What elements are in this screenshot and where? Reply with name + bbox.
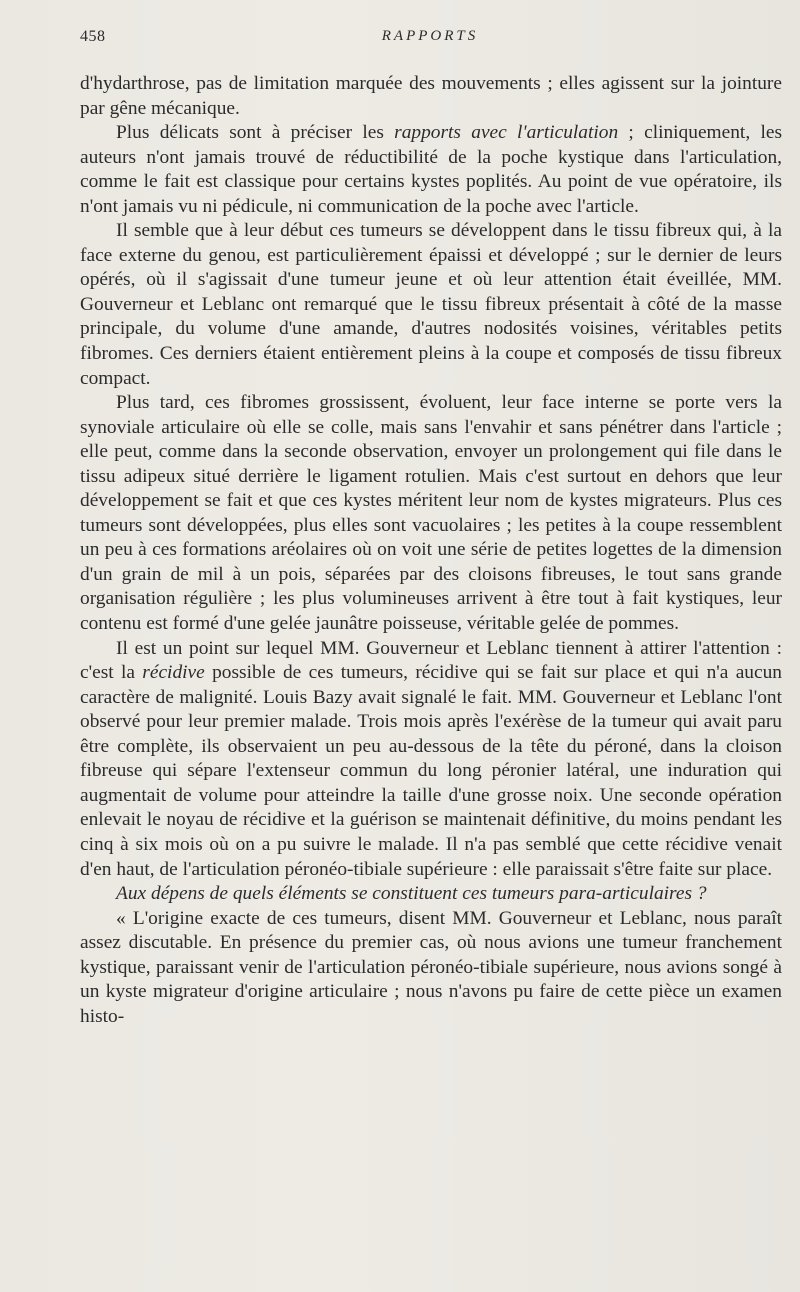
paragraph-rapports-end: ; cliniquement, les auteurs n'ont jamais trouvé de réductibilité de la poche kystique dans l'articulation, comme le fait est classique pour certains kystes poplités. Au point de vue opératoire, ils n'ont jamais vu ni pédicule, ni communication de la poche avec l'article. xyxy=(80,122,782,217)
page-header xyxy=(80,28,780,52)
paragraph-recidive-end: possible de ces tumeurs, récidive qui se fait sur place et qui n'a aucun caractère de malignité. Louis Bazy avait signalé le fait. MM. Gouverneur et Leblanc l'ont observé pour leur premier malade. Trois mois après l'exérèse de la tumeur qui avait paru être complète, ils observaient un peu au-dessous de la tête du péroné, dans la cloison fibreuse qui sépare l'extenseur commun du long péronier latéral, une induration qui augmentait de volume pour atteindre la taille d'une grosse noix. Une seconde opération enlevait le noyau de récidive et la guérison se maintenait définitive, du moins pendant les cinq à six mois où on a pu suivre le malade. Il n'a pas semblé que cette récidive venait d'en haut, de l'articulation péronéo-tibiale supérieure : elle paraissait s'être faite sur place. xyxy=(80,662,782,880)
question-heading: Aux dépens de quels éléments se constituent ces tumeurs para-articulaires ? xyxy=(116,883,707,905)
paragraph-rapports-start: Plus délicats sont à préciser les xyxy=(116,122,395,144)
page-number: 458 xyxy=(80,28,106,45)
paragraph-hydarthrose: d'hydarthrose, pas de limitation marquée des mouvements ; elles agissent sur la jointure par gêne mécanique. xyxy=(80,73,782,119)
paragraph-quotation: « L'origine exacte de ces tumeurs, disent MM. Gouverneur et Leblanc, nous paraît assez discutable. En présence du premier cas, où nous avions une tumeur franchement kystique, paraissant venir de l'articulation péronéo-tibiale supérieure, nous avions songé à un kyste migrateur d'origine articulaire ; nous n'avons pu faire de cette pièce un examen histo- xyxy=(80,907,782,1027)
paragraph-recidive xyxy=(80,637,782,882)
paragraph-recidive-start: Il est un point sur lequel MM. Gouverneur et Leblanc tiennent à attirer l'attention : c'est la xyxy=(80,637,782,684)
paragraph-debut-tumeurs: Il semble que à leur début ces tumeurs se développent dans le tissu fibreux qui, à la face externe du genou, est particulièrement épaissi et développé ; sur le dernier de leurs opérés, où il s'agissait d'une tumeur jeune et où leur attention était éveillée, MM. Gouverneur et Leblanc ont remarqué que le tissu fibreux présentait à côté de la masse principale, du volume d'une amande, d'autres nodosités voisines, véritables petits fibromes. Ces derniers étaient entièrement pleins à la coupe et composés de tissu fibreux compact. xyxy=(80,220,782,389)
body-text xyxy=(80,72,782,1029)
rapports-italic-term: rapports avec l'articulation xyxy=(394,122,619,144)
paragraph-fibromes: Plus tard, ces fibromes grossissent, évoluent, leur face interne se porte vers la synoviale articulaire où elle se colle, mais sans l'envahir et sans pénétrer dans l'article ; elle peut, comme dans la seconde observation, envoyer un prolongement qui file dans le tissu adipeux situé derrière le ligament rotulien. Mais c'est surtout en dehors que leur développement se fait et que ces kystes méritent leur nom de kystes migrateurs. Plus ces tumeurs sont développées, plus elles sont vacuolaires ; les petites à la coupe ressemblent un peu à ces formations aréolaires où on voit une série de petites logettes de la dimension d'un grain de mil à un pois, séparées par des cloisons fibreuses, le tout sans grande organisation régulière ; les plus volumineuses arrivent à être tout à fait kystiques, leur contenu est formé d'une gelée jaunâtre poisseuse, véritable gelée de pommes. xyxy=(80,392,782,635)
running-title: RAPPORTS xyxy=(381,28,479,44)
paragraph-rapports xyxy=(80,121,782,219)
recidive-italic-term: récidive xyxy=(142,662,205,684)
